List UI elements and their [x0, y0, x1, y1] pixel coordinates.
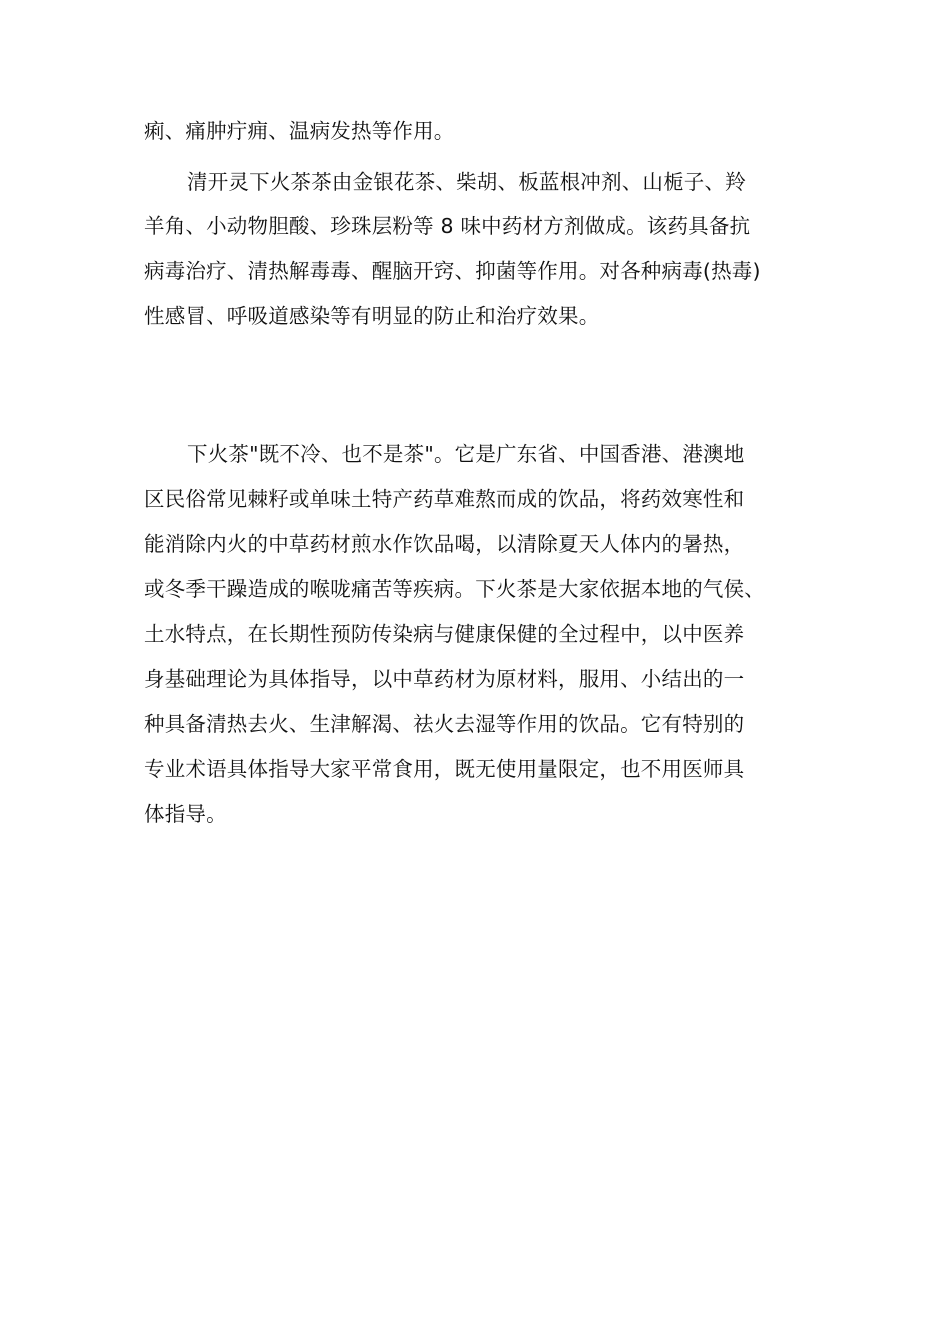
text-line: 专业术语具体指导大家平常食用，既无使用量限定，也不用医师具	[144, 757, 745, 781]
text-line: 或冬季干躁造成的喉咙痛苦等疾病。下火茶是大家依据本地的气侯、	[144, 577, 765, 601]
text-line: 体指导。	[144, 802, 227, 826]
text-line: 清开灵下火茶茶由金银花茶、柴胡、板蓝根冲剂、山栀子、羚	[187, 170, 746, 194]
text-line: 身基础理论为具体指导，以中草药材为原材料，服用、小结出的一	[144, 667, 745, 691]
text-line: 种具备清热去火、生津解渴、祛火去湿等作用的饮品。它有特别的	[144, 712, 745, 736]
text-line: 区民俗常见棘籽或单味土特产药草难熬而成的饮品，将药效寒性和	[144, 487, 745, 511]
text-line: 痢、痛肿疔痈、温病发热等作用。	[144, 119, 455, 143]
text-line: 下火茶"既不冷、也不是茶"。它是广东省、中国香港、港澳地	[187, 442, 745, 466]
text-line: 性感冒、呼吸道感染等有明显的防止和治疗效果。	[144, 304, 600, 328]
text-line: 羊角、小动物胆酸、珍珠层粉等 8 味中药材方剂做成。该药具备抗	[144, 214, 751, 238]
text-line: 病毒治疗、清热解毒毒、醒脑开窍、抑菌等作用。对各种病毒(热毒)	[144, 259, 761, 283]
text-line: 能消除内火的中草药材煎水作饮品喝，以清除夏天人体内的暑热，	[144, 532, 745, 556]
text-line: 土水特点，在长期性预防传染病与健康保健的全过程中，以中医养	[144, 622, 745, 646]
